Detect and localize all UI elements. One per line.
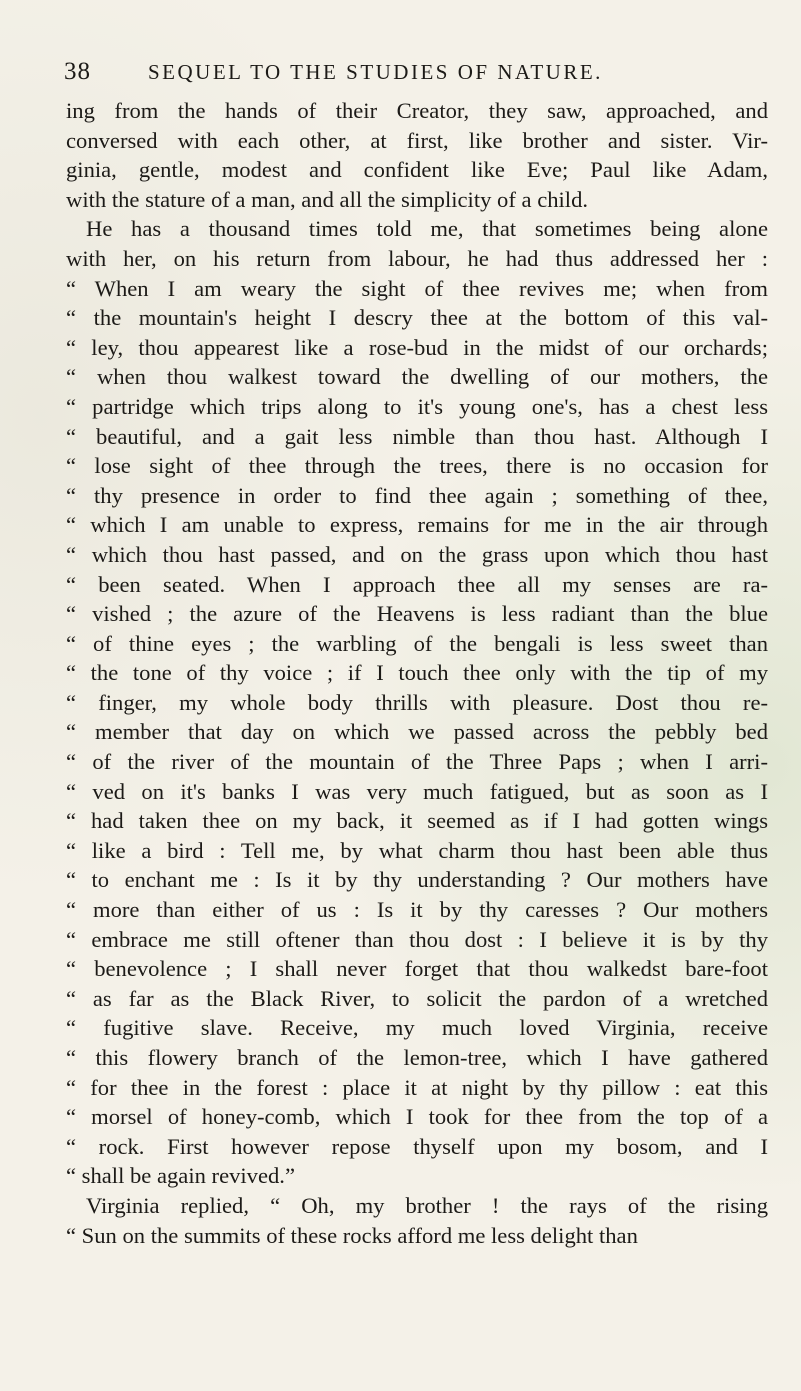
running-title: SEQUEL TO THE STUDIES OF NATURE. [148, 60, 603, 84]
text-line: “ as far as the Black River, to solicit the pardon of a wretched [66, 985, 768, 1011]
text-line: “ more than either of us : Is it by thy caresses ? Our mothers [66, 897, 768, 923]
text-line: “ When I am weary the sight of thee revives me; when from [66, 275, 768, 301]
text-line: “ which thou hast passed, and on the grass upon which thou hast [66, 541, 768, 567]
page-number: 38 [64, 58, 91, 85]
text-line: “ shall be again revived.” [66, 1163, 295, 1189]
text-line: “ which I am unable to express, remains for me in the air through [66, 512, 768, 538]
text-line: “ morsel of honey-comb, which I took for thee from the top of a [66, 1104, 768, 1130]
text-line: “ embrace me still oftener than thou dost : I believe it is by thy [66, 926, 768, 952]
text-line: with the stature of a man, and all the simplicity of a child. [66, 186, 589, 212]
text-line: “ had taken thee on my back, it seemed as if I had gotten wings [66, 808, 768, 834]
text-line: “ to enchant me : Is it by thy understanding ? Our mothers have [66, 867, 768, 893]
text-line: “ lose sight of thee through the trees, there is no occasion for [66, 453, 768, 479]
text-line: “ of the river of the mountain of the Three Paps ; when I arri- [66, 749, 768, 775]
text-line: “ benevolence ; I shall never forget that thou walkedst bare-foot [66, 956, 768, 982]
text-line: “ of thine eyes ; the warbling of the bengali is less sweet than [66, 630, 768, 656]
text-line: “ the tone of thy voice ; if I touch thee only with the tip of my [66, 660, 768, 686]
text-line: Virginia replied, “ Oh, my brother ! the rays of the rising [86, 1192, 768, 1218]
text-line: “ partridge which trips along to it's young one's, has a chest less [66, 393, 768, 419]
body-text [66, 96, 768, 1250]
running-header [64, 58, 761, 88]
text-line: “ member that day on which we passed across the pebbly bed [66, 719, 768, 745]
text-line: “ for thee in the forest : place it at night by thy pillow : eat this [66, 1074, 768, 1100]
text-line: ing from the hands of their Creator, they saw, approached, and [66, 98, 768, 123]
text-line: “ fugitive slave. Receive, my much loved Virginia, receive [66, 1015, 768, 1041]
text-line: with her, on his return from labour, he had thus addressed her : [66, 245, 768, 271]
text-line: “ the mountain's height I descry thee at the bottom of this val- [66, 305, 768, 331]
text-line: “ when thou walkest toward the dwelling of our mothers, the [66, 364, 768, 390]
text-line: conversed with each other, at first, like brother and sister. Vir- [66, 127, 768, 153]
text-line: “ like a bird : Tell me, by what charm thou hast been able thus [66, 837, 768, 863]
text-line: “ this flowery branch of the lemon-tree, which I have gathered [66, 1045, 768, 1070]
text-line: “ rock. First however repose thyself upon my bosom, and I [66, 1133, 768, 1159]
text-line: “ Sun on the summits of these rocks afford me less delight than [66, 1222, 638, 1248]
text-line: “ thy presence in order to find thee again ; something of thee, [66, 482, 768, 508]
text-line: “ vished ; the azure of the Heavens is less radiant than the blue [66, 601, 768, 627]
text-line: “ ley, thou appearest like a rose-bud in the midst of our orchards; [66, 334, 768, 360]
text-line: ginia, gentle, modest and confident like Eve; Paul like Adam, [66, 157, 768, 183]
text-line: “ finger, my whole body thrills with pleasure. Dost thou re- [66, 689, 768, 715]
text-line: “ beautiful, and a gait less nimble than thou hast. Although I [66, 423, 768, 449]
text-line: “ ved on it's banks I was very much fatigued, but as soon as I [66, 778, 768, 804]
text-line: He has a thousand times told me, that sometimes being alone [86, 216, 768, 242]
text-line: “ been seated. When I approach thee all my senses are ra- [66, 571, 768, 597]
